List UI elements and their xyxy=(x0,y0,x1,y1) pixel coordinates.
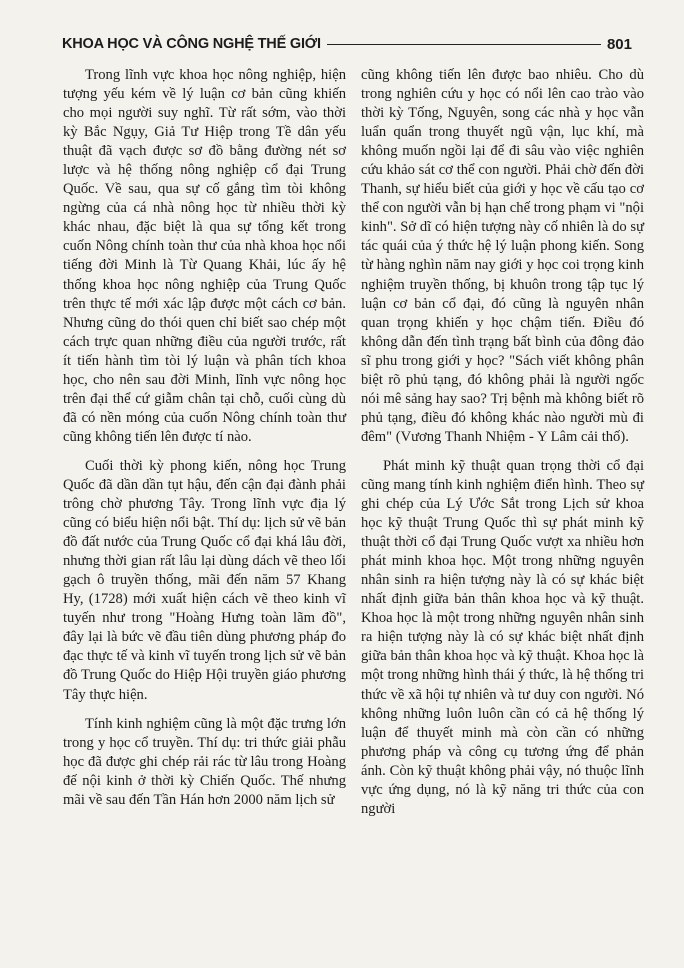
left-column xyxy=(63,66,346,810)
paragraph-agriculture: Trong lĩnh vực khoa học nông nghiệp, hiện tượng yếu kém về lý luận cơ bản cũng khiến cho mọi người suy nghĩ. Từ rất sớm, vào thời kỳ Bắc Ngụy, Giả Tư Hiệp trong Tề dân yếu thuật đã vạch được sơ đồ bằng đường nét sơ lược và hệ thống nông nghiệp cổ đại Trung Quốc. Về sau, qua sự cố gắng tìm tòi không ngừng của cá nhà nông học từ nhiều thời kỳ khác nhau, đặc biệt là qua sự tổng kết trong cuốn Nông chính toàn thư của nhà khoa học nổi tiếng đời Minh là Từ Quang Khải, lúc ấy hệ thống khoa học nông nghiệp của Trung Quốc trên thực tế mới xác lập được một cách cơ bản. Nhưng cũng do thói quen chỉ biết sao chép một cách trực quan những điều của người trước, rất ít tiến hành tìm tòi lý luận và phân tích khoa học, cho nên sau đời Minh, lĩnh vực nông học trên đại thể cứ giẫm chân tại chỗ, cuối cùng dù đã có nền móng của cuốn Nông chính toàn thư cũng không tiến lên được tí nào. xyxy=(63,67,346,445)
running-header xyxy=(62,32,632,56)
running-title: KHOA HỌC VÀ CÔNG NGHỆ THẾ GIỚI xyxy=(62,36,321,52)
right-column xyxy=(361,66,644,819)
page-number: 801 xyxy=(606,35,632,53)
paragraph-technology: Phát minh kỹ thuật quan trọng thời cổ đại cũng mang tính kinh nghiệm điển hình. Theo sự ghi chép của Lý Ước Sắt trong Lịch sử khoa học kỹ thuật Trung Quốc thì sự phát minh kỹ thuật thời cổ đại Trung Quốc vượt xa nhiều hơn phát minh khoa học. Một trong những nguyên nhân sinh ra hiện tượng này là có sự khác biệt nhất định giữa bản thân khoa học và kỹ thuật. Khoa học là một trong những nguyên nhân sinh ra hiện tượng này là có sự khác biệt nhất định giữa bản thân khoa học và kỹ thuật. Khoa học là một trong những hình thái ý thức, là hệ thống tri thức về xã hội tự nhiên và tư duy con người. Nó không những luôn luôn cần có cả hệ thống lý luận để thuyết minh mà còn cần có những phương pháp và công cụ tương ứng để phản ánh. Còn kỹ thuật không phải vậy, nó thuộc lĩnh vực ứng dụng, nó là kỹ năng tri thức của con người xyxy=(361,457,644,817)
paragraph-geography: Cuối thời kỳ phong kiến, nông học Trung Quốc đã dần dần tụt hậu, đến cận đại đành phải trông chờ phương Tây. Trong lĩnh vực địa lý cũng có biểu hiện nổi bật. Thí dụ: lịch sử vẽ bản đồ đất nước của Trung Quốc cổ đại khá lâu đời, nhưng thời gian rất lâu lại dùng dách vẽ theo lối gạch ô truyền thống, mãi đến năm 57 Khang Hy, (1728) mới xuất hiện cách vẽ theo kinh vĩ tuyến như trong "Hoàng Hưng toàn lãm đồ", đây lại là bức vẽ đầu tiên dùng phương pháp đo đạc thực tế và kinh vĩ tuyến trong lịch sử vẽ bản đồ Trung Quốc do Hiệp Hội truyền giáo phương Tây thực hiện. xyxy=(63,457,346,703)
header-rule xyxy=(327,44,601,45)
paragraph-medicine-continued: cũng không tiến lên được bao nhiêu. Cho dù trong nghiên cứu y học có nổi lên cao trào vào thời kỳ Tống, Nguyên, song các nhà y học vẫn luẩn quẩn trong thuyết ngũ vận, lục khí, mà không muốn ngồi lại để đi sâu vào việc nghiên cứu khảo sát cơ thể con người. Phải chờ đến đời Thanh, sự hiểu biết của giới y học về cấu tạo cơ thể con người vẫn bị hạn chế trong phạm vi "nội kinh". Sở dĩ có hiện tượng này cố nhiên là do sự tác quái của ý thức hệ lý luận phong kiến. Song từ hàng nghìn năm nay giới y học coi trọng kinh nghiệm truyền thống, bị khuôn trong tập tục lý luận cơ bản cổ đại, đó cũng là nguyên nhân quan trọng khiến y học chậm tiến. Điều đó không dẫn đến tình trạng bất bình của đông đảo sĩ phu trong giới y học? "Sách viết không phân biệt rõ phủ tạng, đó không phải là người ngốc nói mê sảng hay sao? Trị bệnh mà không biết rõ phủ tạng, điều đó không khác nào người mù đi đêm" (Vương Thanh Nhiệm - Y Lâm cải thố). xyxy=(361,67,644,445)
paragraph-medicine-start: Tính kinh nghiệm cũng là một đặc trưng lớn trong y học cổ truyền. Thí dụ: tri thức giải phẫu học đã được ghi chép rải rác từ lâu trong Hoàng đế nội kinh ở thời kỳ Chiến Quốc. Thế nhưng mãi về sau đến Tần Hán hơn 2000 năm lịch sử xyxy=(63,715,346,808)
